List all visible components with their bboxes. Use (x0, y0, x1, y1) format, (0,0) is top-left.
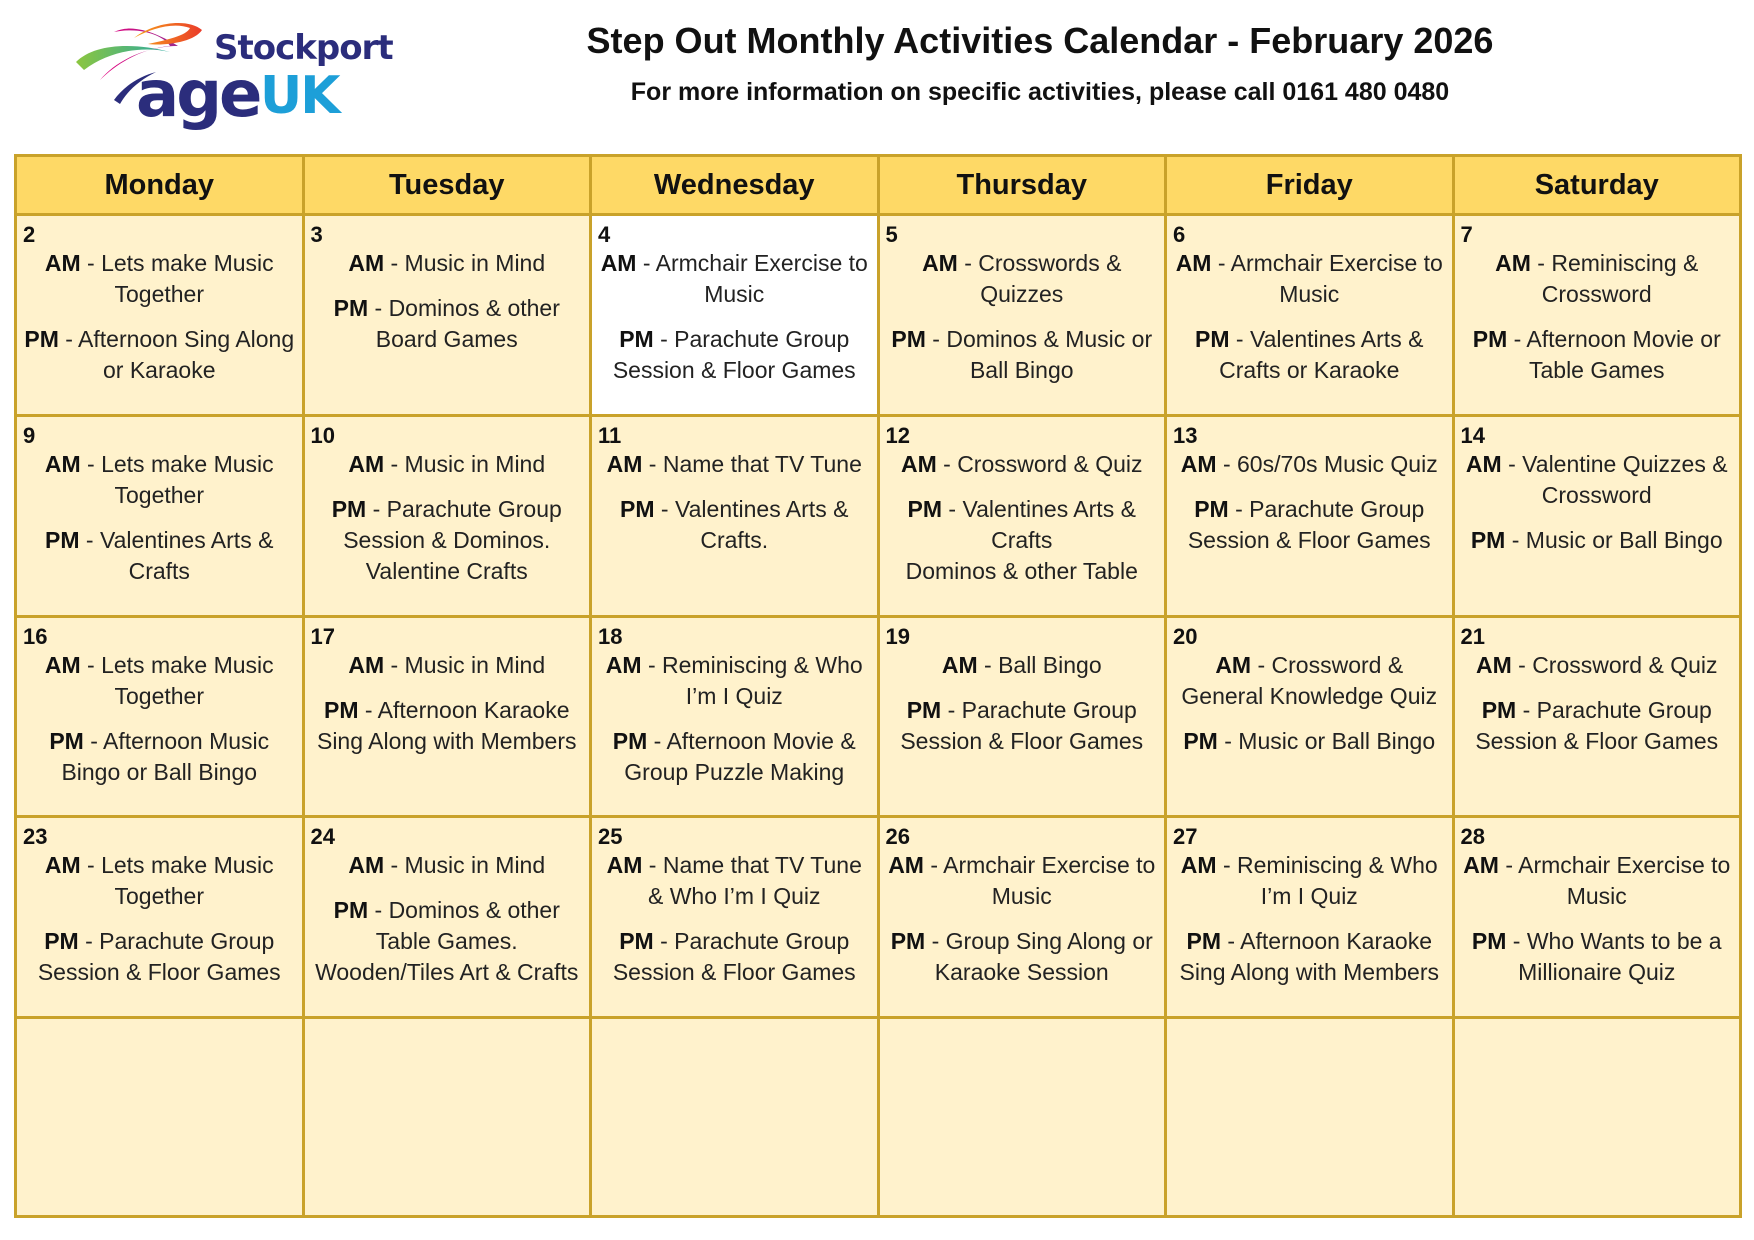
empty-day-cell (303, 1018, 591, 1217)
am-activity-text: - Crossword & Quiz (936, 450, 1143, 477)
day-cell (1166, 215, 1454, 416)
weekday-header-friday: Friday (1166, 156, 1454, 215)
am-activity (23, 449, 296, 511)
empty-day-cell (1166, 1018, 1454, 1217)
pm-activity-text: - Parachute Group Session & Floor Games (612, 928, 856, 986)
am-label: AM (922, 250, 958, 276)
pm-label: PM (1195, 326, 1230, 352)
week-row (16, 415, 1741, 616)
am-activity-text: - Crosswords & Quizzes (957, 250, 1122, 307)
am-activity-text: - Armchair Exercise to Music (636, 250, 868, 307)
day-number: 17 (310, 623, 335, 649)
day-cell (591, 415, 879, 616)
day-cell (303, 415, 591, 616)
pm-activity (311, 695, 584, 757)
am-activity (886, 850, 1159, 912)
am-activity (598, 650, 871, 712)
logo-age-text: age (136, 58, 260, 132)
day-number: 19 (885, 623, 910, 649)
am-label: AM (1475, 651, 1512, 678)
am-activity (1461, 650, 1734, 681)
am-label: AM (605, 651, 642, 678)
pm-label: PM (620, 495, 655, 522)
am-activity-text: - Music in Mind (384, 250, 546, 276)
weekday-header-monday: Monday (16, 156, 304, 215)
am-activity-text: - Music in Mind (384, 450, 546, 477)
pm-activity-text: - Valentines Arts & Crafts (79, 526, 274, 584)
am-activity-text: - Name that TV Tune (642, 450, 862, 477)
am-activity (23, 850, 296, 912)
pm-activity-text: - Valentines Arts & Crafts. (654, 495, 849, 553)
pm-activity-text: - Who Wants to be a Millionaire Quiz (1506, 928, 1722, 986)
day-number: 6 (1173, 222, 1186, 247)
pm-activity-text: - Dominos & other Table Games. Wooden/Tiles Art & Crafts (315, 897, 579, 986)
pm-label: PM (333, 295, 369, 321)
am-activity-text: - Armchair Exercise to Music (1498, 852, 1731, 910)
pm-label: PM (324, 696, 359, 723)
pm-activity (886, 494, 1159, 556)
am-activity-text: - Ball Bingo (977, 651, 1102, 678)
pm-activity-text: - Afternoon Movie or Table Games (1507, 326, 1721, 383)
am-activity (1461, 449, 1734, 511)
pm-activity (1461, 695, 1734, 757)
pm-activity-text: - Afternoon Sing Along or Karaoke (58, 326, 295, 383)
am-activity (598, 850, 871, 912)
day-cell (878, 817, 1166, 1018)
pm-activity (311, 895, 584, 988)
am-activity (311, 449, 584, 480)
pm-activity (1461, 324, 1734, 386)
day-cell (591, 616, 879, 817)
day-number: 12 (885, 422, 910, 448)
am-label: AM (348, 852, 385, 879)
pm-label: PM (24, 326, 59, 352)
am-activity (1461, 248, 1734, 310)
am-label: AM (44, 250, 81, 276)
logo-stockport-text: Stockport (214, 28, 393, 68)
day-number: 13 (1173, 422, 1198, 448)
activities-calendar (14, 154, 1742, 1218)
day-number: 9 (23, 422, 36, 448)
pm-activity (1461, 525, 1734, 556)
am-activity-text: - Lets make Music Together (80, 450, 274, 508)
am-activity-text: - Name that TV Tune & Who I’m I Quiz (642, 852, 862, 910)
weekday-header-thursday: Thursday (878, 156, 1166, 215)
day-cell (16, 817, 304, 1018)
weekday-header-wednesday: Wednesday (591, 156, 879, 215)
day-cell (16, 415, 304, 616)
pm-label: PM (619, 326, 654, 352)
pm-activity (23, 525, 296, 587)
am-label: AM (44, 450, 81, 477)
weekday-header-saturday: Saturday (1453, 156, 1741, 215)
day-cell (303, 215, 591, 416)
pm-activity-text: - Dominos & other Board Games (368, 295, 560, 352)
pm-activity (1173, 324, 1446, 386)
day-cell (591, 215, 879, 416)
page-subtitle: For more information on specific activities, please call 0161 480 0480 (630, 78, 1450, 106)
am-activity (1173, 850, 1446, 912)
page-title: Step Out Monthly Activities Calendar - February 2026 (586, 20, 1494, 61)
pm-activity-text: - Afternoon Movie & Group Puzzle Making (624, 727, 856, 785)
am-label: AM (606, 852, 643, 879)
am-activity-text: - Reminiscing & Who I’m I Quiz (641, 651, 863, 709)
day-cell (16, 215, 304, 416)
pm-label: PM (1194, 495, 1229, 522)
age-uk-logo (74, 16, 394, 136)
day-number: 20 (1173, 623, 1198, 649)
empty-week-row (16, 1018, 1741, 1217)
am-label: AM (1465, 450, 1502, 477)
empty-day-cell (878, 1018, 1166, 1217)
pm-activity (23, 324, 296, 386)
day-number: 25 (598, 824, 623, 850)
pm-activity-text: - Afternoon Karaoke Sing Along with Members (316, 696, 577, 754)
am-label: AM (1180, 450, 1217, 477)
day-number: 5 (885, 222, 898, 247)
am-label: AM (1215, 651, 1252, 678)
day-cell (1453, 215, 1741, 416)
week-row (16, 616, 1741, 817)
pm-activity-text: - Parachute Group Session & Floor Games (37, 928, 281, 986)
pm-activity-text: - Parachute Group Session & Floor Games (900, 696, 1144, 754)
logo-uk-text: UK (260, 66, 339, 126)
am-activity-text: - Lets make Music Together (80, 250, 274, 307)
am-activity (886, 650, 1159, 681)
pm-label: PM (1481, 696, 1517, 723)
pm-label: PM (1471, 928, 1507, 955)
am-activity (1173, 650, 1446, 712)
pm-activity (598, 324, 871, 386)
am-activity (598, 449, 871, 480)
am-activity (23, 248, 296, 310)
pm-label: PM (1186, 928, 1222, 955)
am-activity-text: - Music in Mind (384, 651, 546, 678)
am-label: AM (348, 651, 385, 678)
empty-day-cell (16, 1018, 304, 1217)
pm-label: PM (906, 696, 942, 723)
day-number: 21 (1460, 623, 1485, 649)
pm-activity-text: - Group Sing Along or Karaoke Session (925, 928, 1153, 986)
am-label: AM (888, 852, 924, 879)
pm-activity (598, 926, 871, 988)
pm-activity (311, 293, 584, 355)
am-activity (311, 650, 584, 681)
day-number: 2 (23, 222, 36, 247)
day-number: 4 (598, 222, 611, 247)
day-number: 16 (23, 623, 48, 649)
pm-activity (598, 726, 871, 788)
weekday-header-row (16, 156, 1741, 215)
pm-activity-text: - Music or Ball Bingo (1217, 727, 1436, 754)
day-cell (1166, 415, 1454, 616)
pm-activity-text: - Valentines Arts & Crafts or Karaoke (1219, 326, 1424, 383)
week-row (16, 817, 1741, 1018)
am-activity (23, 650, 296, 712)
pm-activity (598, 494, 871, 556)
pm-activity-text: - Dominos & Music or Ball Bingo (925, 326, 1153, 383)
empty-day-cell (591, 1018, 879, 1217)
empty-day-cell (1453, 1018, 1741, 1217)
pm-label: PM (1470, 526, 1506, 553)
day-number: 18 (598, 623, 623, 649)
am-activity-text: - 60s/70s Music Quiz (1216, 450, 1438, 477)
week-row (16, 215, 1741, 416)
am-activity-text: - Lets make Music Together (80, 651, 274, 709)
am-activity (1461, 850, 1734, 912)
day-cell (1166, 616, 1454, 817)
pm-label: PM (619, 928, 654, 955)
am-activity (886, 449, 1159, 480)
am-label: AM (1495, 250, 1531, 276)
am-activity (1173, 248, 1446, 310)
am-activity-text: - Armchair Exercise to Music (1211, 250, 1443, 307)
pm-activity (1461, 926, 1734, 988)
day-number: 7 (1460, 222, 1473, 247)
pm-activity (23, 926, 296, 988)
day-cell (1166, 817, 1454, 1018)
pm-activity-text: - Afternoon Karaoke Sing Along with Members (1179, 928, 1439, 986)
day-cell (878, 215, 1166, 416)
pm-activity (1173, 926, 1446, 988)
weekday-header-tuesday: Tuesday (303, 156, 591, 215)
day-number: 23 (23, 824, 48, 850)
am-label: AM (600, 250, 637, 276)
am-activity-text: - Crossword & General Knowledge Quiz (1181, 651, 1438, 709)
pm-activity (1173, 726, 1446, 757)
pm-activity-extra: Dominos & other Table (905, 557, 1138, 584)
am-label: AM (1463, 852, 1499, 879)
day-cell (16, 616, 304, 817)
pm-activity-text: - Music or Ball Bingo (1505, 526, 1723, 553)
pm-label: PM (45, 526, 80, 553)
am-activity-text: - Lets make Music Together (80, 852, 274, 910)
am-activity-text: - Music in Mind (384, 852, 546, 879)
pm-activity (23, 726, 296, 788)
day-number: 11 (598, 422, 622, 448)
am-activity-text: - Reminiscing & Who I’m I Quiz (1216, 852, 1438, 910)
day-cell (303, 817, 591, 1018)
pm-label: PM (612, 727, 648, 754)
am-label: AM (348, 450, 385, 477)
am-activity (1173, 449, 1446, 480)
pm-activity (1173, 494, 1446, 556)
pm-label: PM (331, 495, 367, 522)
day-number: 10 (310, 422, 335, 448)
pm-label: PM (891, 326, 926, 352)
day-number: 28 (1460, 824, 1485, 850)
pm-label: PM (1472, 326, 1508, 352)
am-activity (311, 248, 584, 279)
day-number: 27 (1173, 824, 1198, 850)
pm-activity-text: - Parachute Group Session & Floor Games (1187, 495, 1431, 553)
am-activity-text: - Crossword & Quiz (1511, 651, 1718, 678)
am-label: AM (44, 852, 81, 879)
am-label: AM (941, 651, 978, 678)
day-cell (1453, 817, 1741, 1018)
am-activity-text: - Armchair Exercise to Music (923, 852, 1156, 910)
pm-label: PM (49, 727, 84, 754)
am-label: AM (900, 450, 937, 477)
am-label: AM (348, 250, 385, 276)
day-cell (1453, 616, 1741, 817)
am-activity-text: - Valentine Quizzes & Crossword (1501, 450, 1728, 508)
pm-activity-text: - Valentines Arts & Crafts (942, 495, 1136, 553)
day-cell (1453, 415, 1741, 616)
pm-label: PM (907, 495, 943, 522)
pm-activity-text: - Parachute Group Session & Floor Games (612, 326, 856, 383)
am-activity (311, 850, 584, 881)
day-number: 24 (310, 824, 335, 850)
am-activity (598, 248, 871, 310)
am-label: AM (1175, 250, 1212, 276)
day-cell (878, 616, 1166, 817)
am-activity-text: - Reminiscing & Crossword (1530, 250, 1699, 307)
day-number: 3 (310, 222, 323, 247)
pm-activity (886, 926, 1159, 988)
pm-activity (311, 494, 584, 587)
am-activity (886, 248, 1159, 310)
pm-activity (886, 695, 1159, 757)
pm-label: PM (333, 897, 369, 924)
day-number: 26 (885, 824, 910, 850)
pm-activity-text: - Afternoon Music Bingo or Ball Bingo (61, 727, 270, 785)
pm-activity-text: - Parachute Group Session & Dominos. Valentine Crafts (343, 495, 562, 584)
am-label: AM (44, 651, 81, 678)
pm-activity (886, 324, 1159, 386)
pm-label: PM (44, 928, 79, 955)
day-number: 14 (1460, 422, 1485, 448)
pm-activity-text: - Parachute Group Session & Floor Games (1475, 696, 1719, 754)
pm-label: PM (890, 928, 926, 955)
day-cell (591, 817, 879, 1018)
am-label: AM (1180, 852, 1217, 879)
am-label: AM (606, 450, 643, 477)
day-cell (303, 616, 591, 817)
day-cell (878, 415, 1166, 616)
pm-label: PM (1183, 727, 1218, 754)
